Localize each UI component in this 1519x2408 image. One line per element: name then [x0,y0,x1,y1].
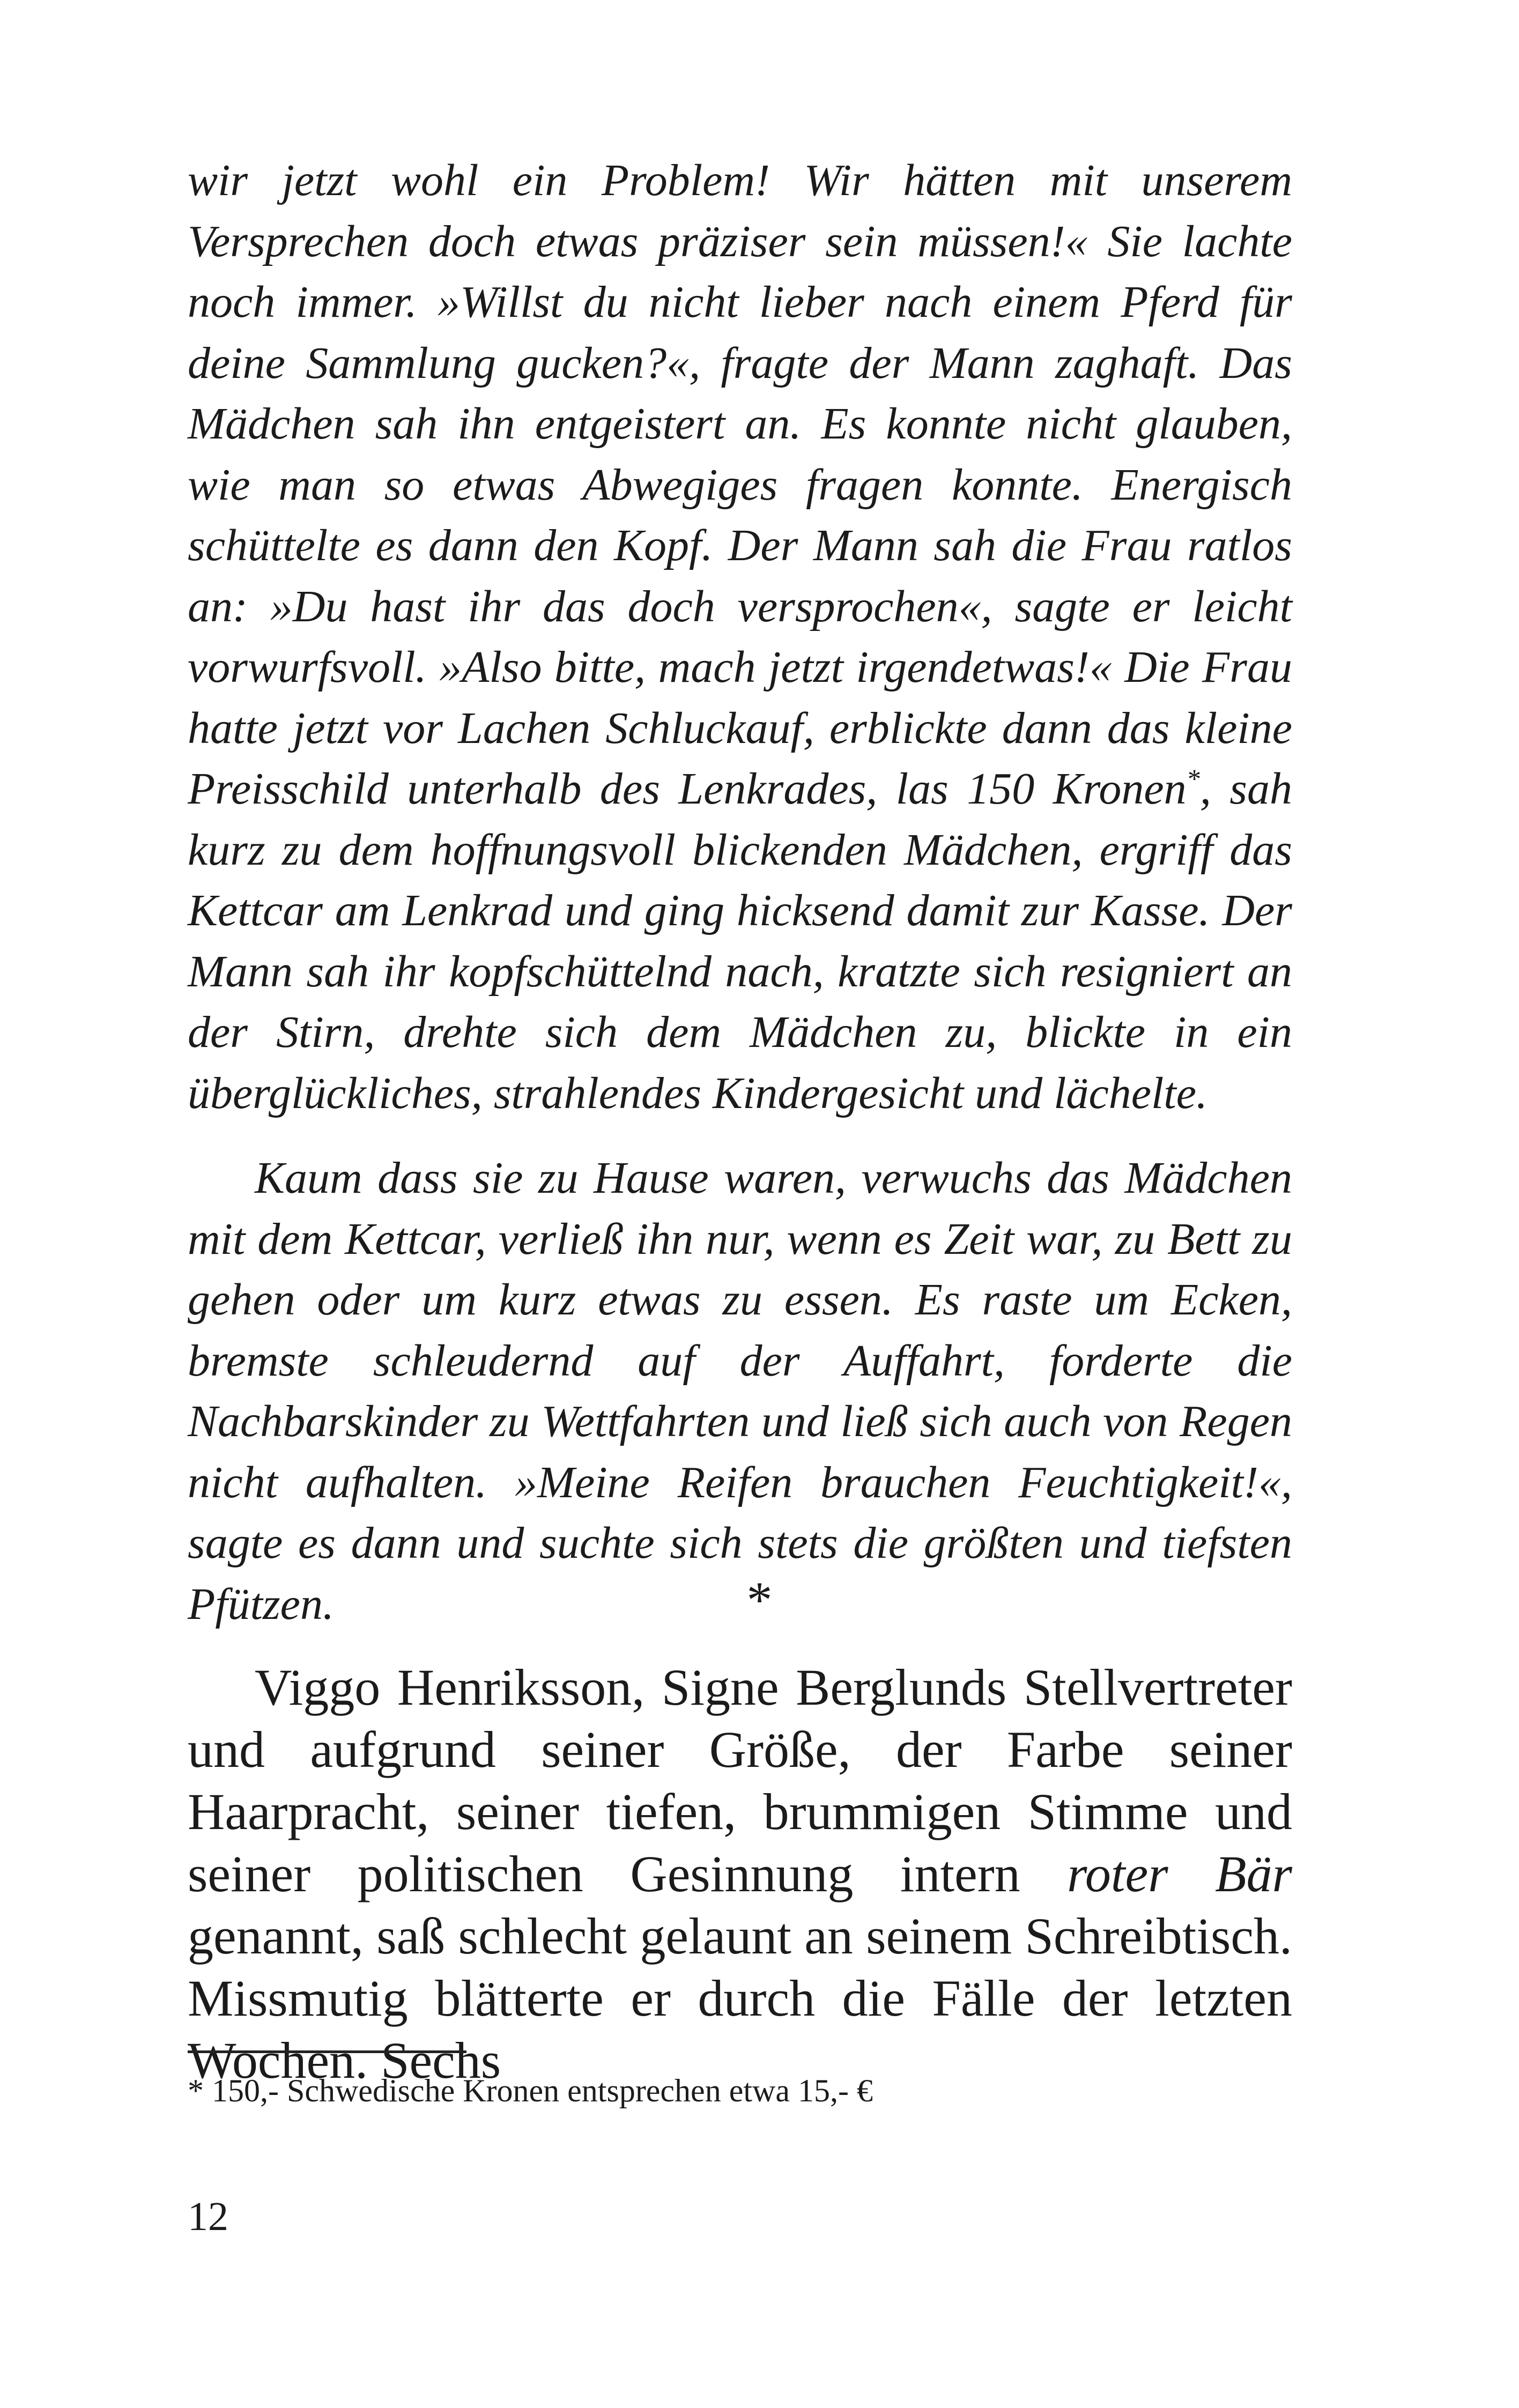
story-paragraph-2: Kaum dass sie zu Hause waren, verwuchs das Mädchen mit dem Kettcar, verließ ihn nur, wenn es Zeit war, zu Bett zu gehen oder um kurz etwas zu essen. Es raste um Ecken, bremste schleudernd auf der Auffahrt, forderte die Nachbarskinder zu Wettfahrten und ließ sich auch von Regen nicht aufhalten. »Meine Reifen brauchen Feuchtigkeit!«, sagte es dann und suchte sich stets die größten und tiefsten Pfützen. [188,1153,1292,1629]
main-paragraph-part-a: Viggo Henriksson, Signe Berglunds Stellvertreter und aufgrund seiner Größe, der Farbe seiner Haarpracht, seiner tiefen, brummigen Stimme und seiner politischen Gesinnung intern [188,1659,1292,1902]
story-paragraph-1-part-a: wir jetzt wohl ein Problem! Wir hätten mit unserem Versprechen doch etwas präziser sein müssen!« Sie lachte noch immer. »Willst du nicht lieber nach einem Pferd für deine Sammlung gucken?«, fragte der Mann zaghaft. Das Mädchen sah ihn entgeistert an. Es konnte nicht glauben, wie man so etwas Abwegiges fragen konnte. Energisch schüttelte es dann den Kopf. Der Mann sah die Frau ratlos an: »Du hast ihr das doch versprochen«, sagte er leicht vorwurfsvoll. »Also bitte, mach jetzt irgendetwas!« Die Frau hatte jetzt vor Lachen Schluckauf, erblickte dann das kleine Preisschild unterhalb des Lenkrades, las 150 Kronen [188,155,1292,814]
emphasis-roter-baer: roter Bär [1067,1845,1292,1902]
italic-story-section [188,150,1292,1634]
section-separator: * [746,1571,773,1629]
footnote: * 150,- Schwedische Kronen entsprechen etwa 15,- € [188,2073,873,2108]
main-paragraph [188,1656,1292,2092]
story-paragraph-1 [188,150,1292,1124]
footnote-divider [188,2050,466,2053]
footnote-marker: * [1186,764,1200,794]
main-text-section [188,1656,1292,2092]
story-paragraph-1-part-b: , sah kurz zu dem hoffnungsvoll blickenden Mädchen, ergriff das Kettcar am Lenkrad und ging hicksend damit zur Kasse. Der Mann sah ihr kopfschüttelnd nach, kratzte sich resigniert an der Stirn, drehte sich dem Mädchen zu, blickte in ein überglückliches, strahlendes Kindergesicht und lächelte. [188,764,1292,1118]
page-number: 12 [188,2194,228,2239]
main-paragraph-part-b: genannt, saß schlecht gelaunt an seinem Schreibtisch. Missmutig blätterte er durch die Fälle der letzten Wochen. Sechs [188,1907,1292,2089]
